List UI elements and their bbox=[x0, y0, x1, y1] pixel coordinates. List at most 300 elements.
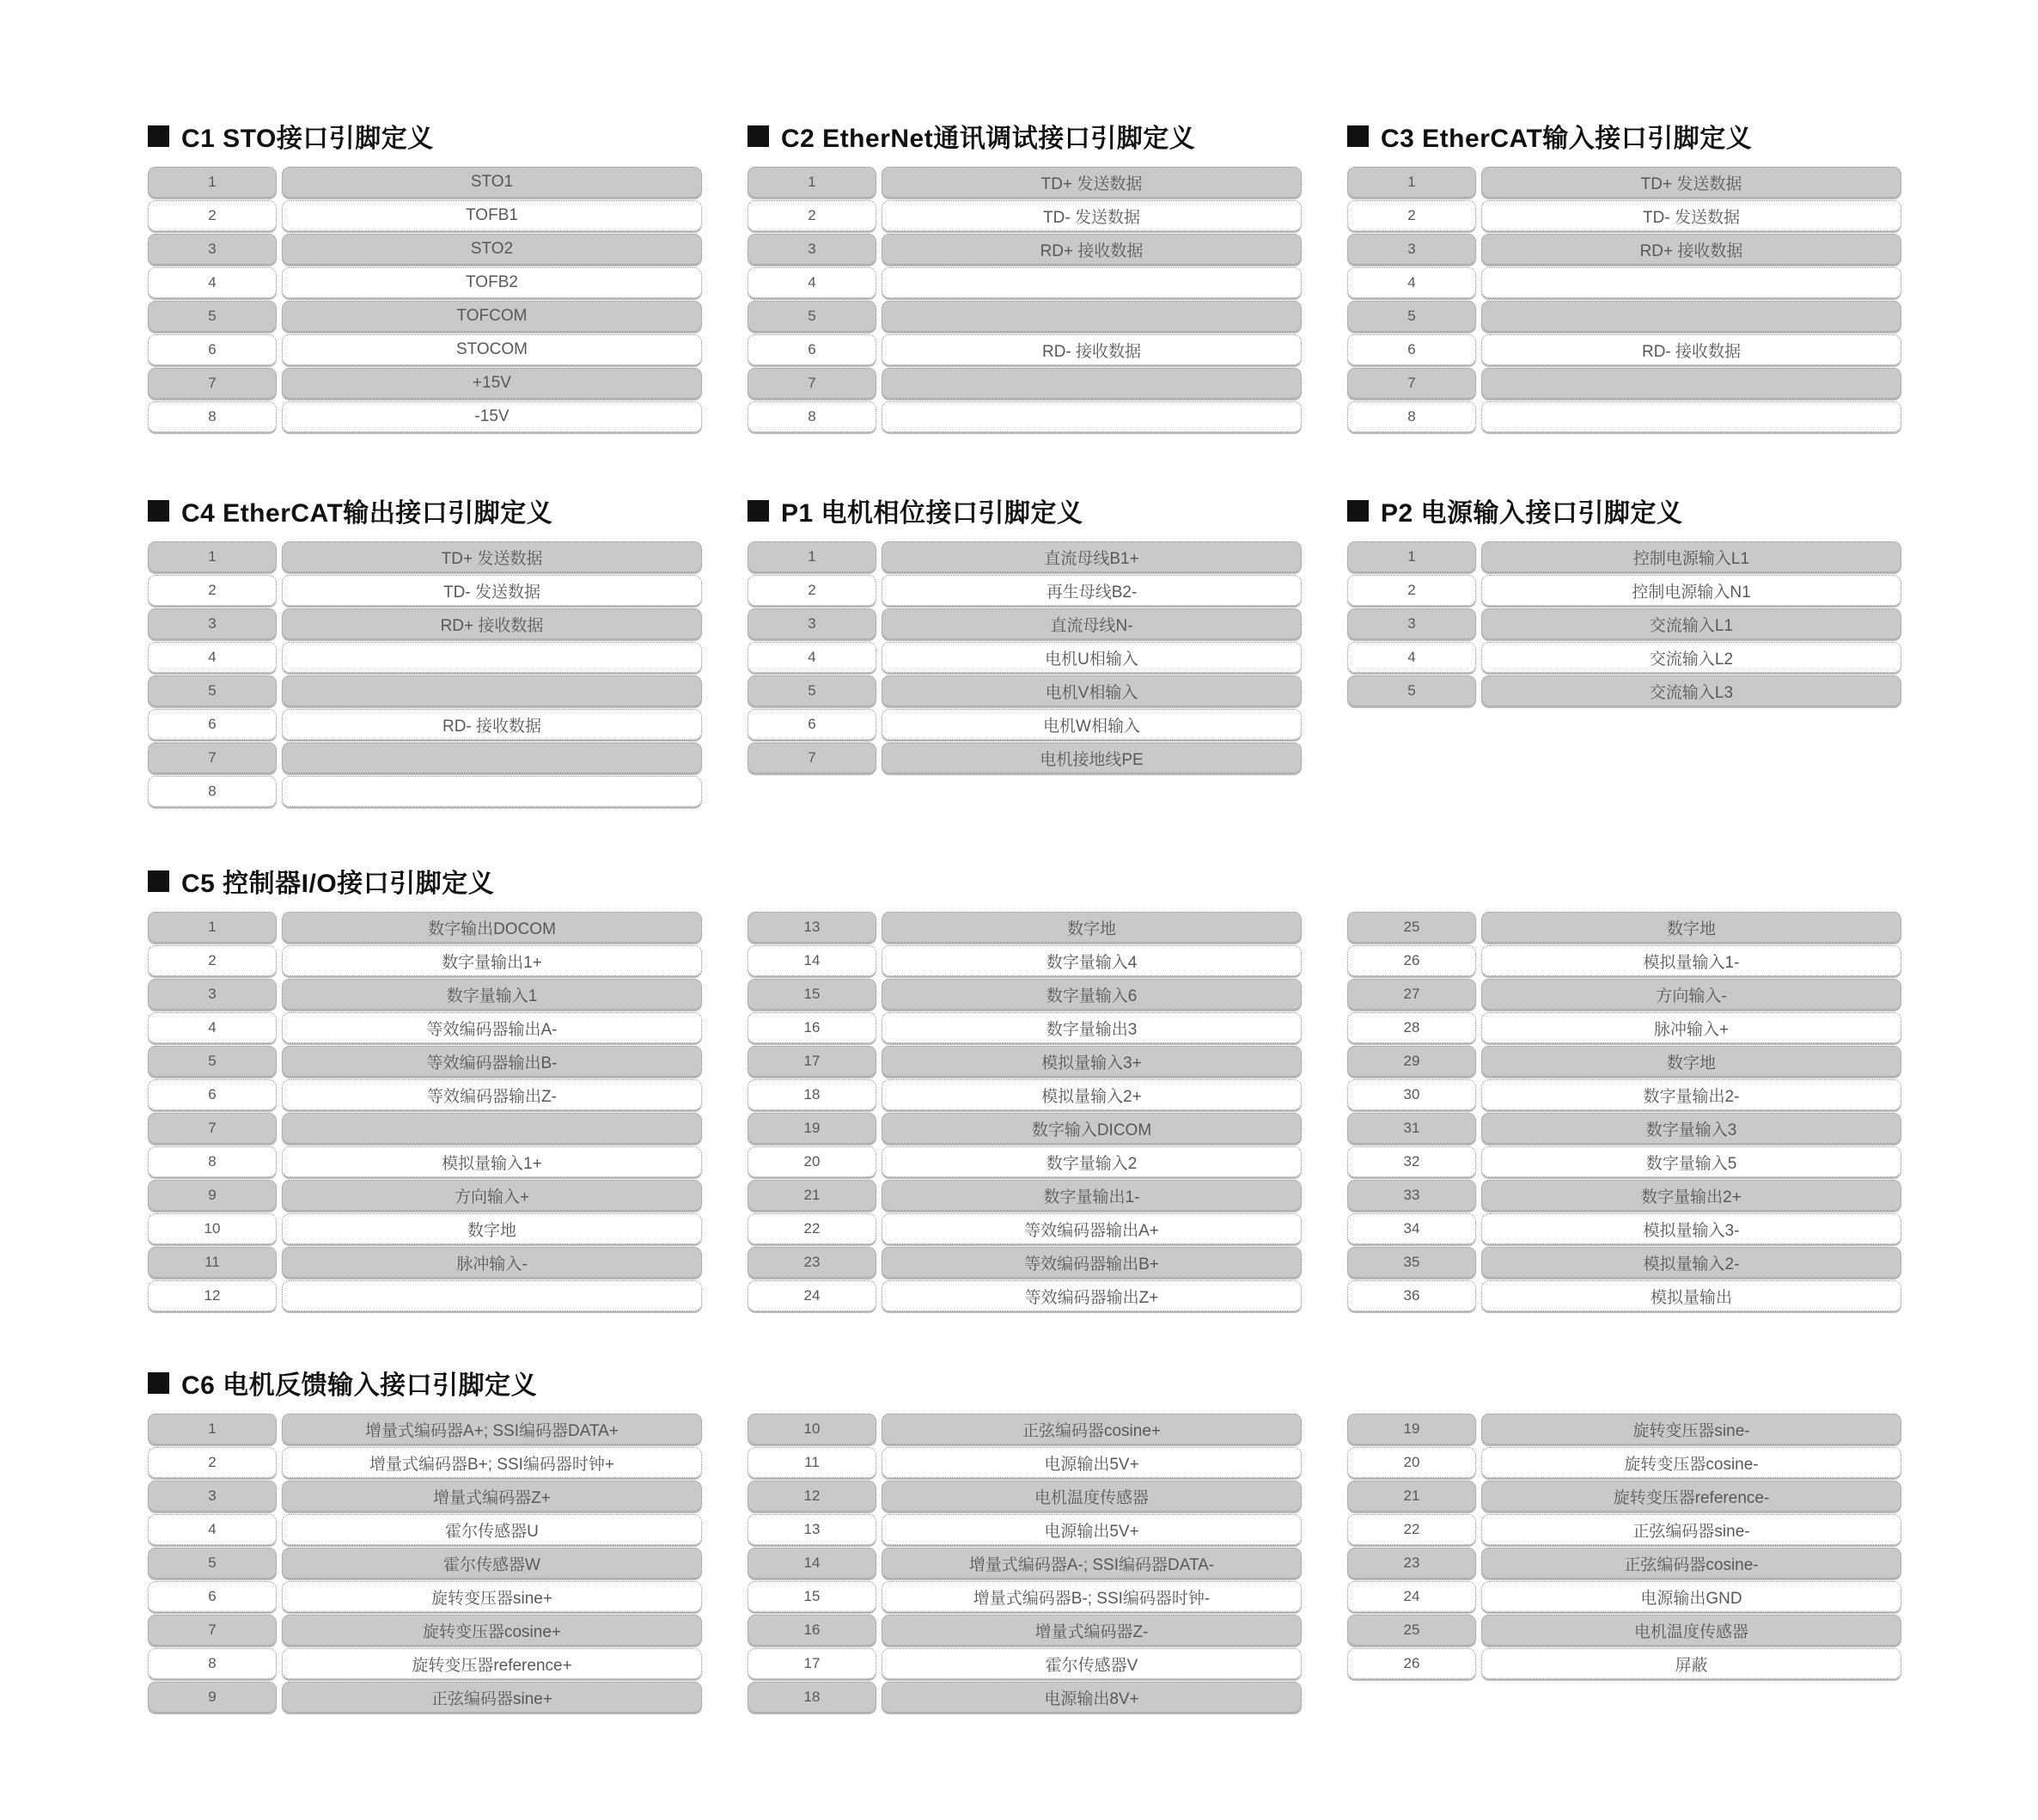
pin-row bbox=[747, 1113, 1302, 1144]
pin-number: 21 bbox=[1347, 1481, 1476, 1512]
section-marker-icon bbox=[1347, 500, 1369, 522]
pin-number: 15 bbox=[747, 979, 876, 1010]
pin-number: 20 bbox=[747, 1146, 876, 1177]
pin-definition: 模拟量输入1- bbox=[1481, 945, 1901, 976]
pin-number: 17 bbox=[747, 1648, 876, 1679]
section-c5-tables bbox=[148, 912, 2012, 1314]
pin-number: 3 bbox=[148, 234, 277, 265]
section-c3 bbox=[1347, 120, 1901, 435]
pin-row bbox=[148, 1514, 702, 1545]
pin-row bbox=[747, 1682, 1302, 1713]
pin-definition: 正弦编码器sine+ bbox=[282, 1682, 702, 1713]
pin-table-c3 bbox=[1347, 167, 1901, 432]
pin-number: 8 bbox=[1347, 401, 1476, 432]
pin-row bbox=[148, 368, 702, 399]
pin-definition bbox=[282, 1280, 702, 1311]
pin-number: 11 bbox=[747, 1447, 876, 1478]
pin-row bbox=[148, 979, 702, 1010]
pin-number: 3 bbox=[747, 234, 876, 265]
pin-row bbox=[747, 1046, 1302, 1077]
pin-row bbox=[747, 301, 1302, 332]
pin-definition: 等效编码器输出Z+ bbox=[882, 1280, 1302, 1311]
pin-row bbox=[747, 541, 1302, 572]
pin-definition bbox=[282, 742, 702, 773]
pin-row bbox=[148, 1079, 702, 1110]
pin-row bbox=[747, 912, 1302, 943]
pin-definition: 脉冲输入- bbox=[282, 1247, 702, 1278]
pin-row bbox=[747, 1247, 1302, 1278]
pin-number: 25 bbox=[1347, 912, 1476, 943]
pin-definition: TD+ 发送数据 bbox=[882, 167, 1302, 198]
pin-definition bbox=[882, 267, 1302, 298]
section-marker-icon bbox=[747, 125, 769, 147]
pin-table-c5-1 bbox=[148, 912, 702, 1314]
section-row-2 bbox=[148, 495, 2012, 809]
pin-definition: 模拟量输入1+ bbox=[282, 1146, 702, 1177]
pin-definition bbox=[282, 642, 702, 673]
pin-definition bbox=[1481, 301, 1901, 332]
pin-definition: TD- 发送数据 bbox=[282, 575, 702, 606]
pin-definition: TOFB1 bbox=[282, 200, 702, 231]
pin-row bbox=[1347, 1514, 1901, 1545]
pin-row bbox=[747, 1079, 1302, 1110]
pin-number: 21 bbox=[747, 1180, 876, 1211]
pin-definition: TD+ 发送数据 bbox=[1481, 167, 1901, 198]
pin-definition: 电机温度传感器 bbox=[882, 1481, 1302, 1512]
pin-number: 10 bbox=[747, 1414, 876, 1444]
pin-definition: 增量式编码器Z+ bbox=[282, 1481, 702, 1512]
pin-number: 7 bbox=[148, 368, 277, 399]
pin-definition: TD- 发送数据 bbox=[1481, 200, 1901, 231]
pin-definition: 控制电源输入L1 bbox=[1481, 541, 1901, 572]
pin-definition: 霍尔传感器U bbox=[282, 1514, 702, 1545]
pin-row bbox=[1347, 575, 1901, 606]
pin-row bbox=[148, 776, 702, 807]
pin-row bbox=[148, 301, 702, 332]
pin-row bbox=[148, 1581, 702, 1612]
section-c2 bbox=[747, 120, 1302, 435]
pin-row bbox=[148, 575, 702, 606]
pin-number: 26 bbox=[1347, 1648, 1476, 1679]
pin-definition: 等效编码器输出B- bbox=[282, 1046, 702, 1077]
pin-row bbox=[747, 401, 1302, 432]
pin-number: 18 bbox=[747, 1079, 876, 1110]
pin-row bbox=[1347, 167, 1901, 198]
pin-row bbox=[747, 608, 1302, 639]
pin-number: 2 bbox=[747, 575, 876, 606]
pin-row bbox=[148, 541, 702, 572]
pin-number: 6 bbox=[148, 1079, 277, 1110]
pin-definition: 脉冲输入+ bbox=[1481, 1012, 1901, 1043]
pin-number: 19 bbox=[747, 1113, 876, 1144]
pin-row bbox=[148, 1447, 702, 1478]
pin-definition: 数字地 bbox=[282, 1213, 702, 1244]
pin-row bbox=[148, 945, 702, 976]
pin-definition bbox=[882, 301, 1302, 332]
pin-definition: 霍尔传感器V bbox=[882, 1648, 1302, 1679]
pin-number: 6 bbox=[747, 709, 876, 740]
pin-number: 25 bbox=[1347, 1615, 1476, 1646]
pin-row bbox=[1347, 1113, 1901, 1144]
pin-number: 13 bbox=[747, 1514, 876, 1545]
pin-definition: 增量式编码器B-; SSI编码器时钟- bbox=[882, 1581, 1302, 1612]
pin-definition: RD- 接收数据 bbox=[882, 334, 1302, 365]
pin-row bbox=[148, 1146, 702, 1177]
pin-number: 4 bbox=[747, 267, 876, 298]
pin-definition: TOFB2 bbox=[282, 267, 702, 298]
pin-number: 8 bbox=[148, 1648, 277, 1679]
pin-number: 10 bbox=[148, 1213, 277, 1244]
pin-number: 32 bbox=[1347, 1146, 1476, 1177]
pin-definition: 数字量输出1+ bbox=[282, 945, 702, 976]
pin-definition: 等效编码器输出B+ bbox=[882, 1247, 1302, 1278]
section-title-text: C6 电机反馈输入接口引脚定义 bbox=[181, 1371, 538, 1400]
pin-row bbox=[148, 334, 702, 365]
pin-row bbox=[747, 575, 1302, 606]
pin-row bbox=[747, 167, 1302, 198]
pin-number: 1 bbox=[148, 1414, 277, 1444]
pin-number: 2 bbox=[148, 945, 277, 976]
pin-row bbox=[148, 1247, 702, 1278]
pin-row bbox=[747, 1414, 1302, 1444]
pin-row bbox=[1347, 1481, 1901, 1512]
pin-row bbox=[148, 709, 702, 740]
pin-table-c6-2 bbox=[747, 1414, 1302, 1715]
pin-number: 12 bbox=[148, 1280, 277, 1311]
section-title-c1 bbox=[148, 120, 702, 151]
pin-row bbox=[747, 1447, 1302, 1478]
pin-row bbox=[747, 1481, 1302, 1512]
pin-number: 7 bbox=[148, 1615, 277, 1646]
pin-number: 6 bbox=[148, 1581, 277, 1612]
pin-row bbox=[747, 1648, 1302, 1679]
section-title-c2 bbox=[747, 120, 1302, 151]
pin-row bbox=[1347, 1146, 1901, 1177]
pin-definition: 电机V相输入 bbox=[882, 675, 1302, 706]
pin-definition: 数字量输入2 bbox=[882, 1146, 1302, 1177]
pin-number: 4 bbox=[148, 267, 277, 298]
pin-definition: 直流母线B1+ bbox=[882, 541, 1302, 572]
pin-number: 3 bbox=[148, 1481, 277, 1512]
pin-number: 5 bbox=[148, 1548, 277, 1579]
pin-row bbox=[148, 1414, 702, 1444]
pin-definition: TD+ 发送数据 bbox=[282, 541, 702, 572]
pin-number: 23 bbox=[747, 1247, 876, 1278]
pin-number: 1 bbox=[148, 912, 277, 943]
pin-number: 6 bbox=[148, 334, 277, 365]
section-p2 bbox=[1347, 495, 1901, 709]
pin-row bbox=[148, 675, 702, 706]
pin-table-p2 bbox=[1347, 541, 1901, 706]
pin-number: 7 bbox=[747, 368, 876, 399]
pin-number: 11 bbox=[148, 1247, 277, 1278]
pin-row bbox=[747, 1615, 1302, 1646]
pin-definition: 电源输出5V+ bbox=[882, 1447, 1302, 1478]
section-title-text: C1 STO接口引脚定义 bbox=[181, 125, 434, 153]
pin-definition: 旋转变压器sine+ bbox=[282, 1581, 702, 1612]
pin-definition: 等效编码器输出A- bbox=[282, 1012, 702, 1043]
pin-number: 7 bbox=[1347, 368, 1476, 399]
pin-row bbox=[747, 334, 1302, 365]
pin-table-c1 bbox=[148, 167, 702, 432]
pin-definition: STO1 bbox=[282, 167, 702, 198]
pin-definition: 数字地 bbox=[882, 912, 1302, 943]
pin-table-c6-1 bbox=[148, 1414, 702, 1715]
pin-number: 35 bbox=[1347, 1247, 1476, 1278]
pin-row bbox=[148, 1180, 702, 1211]
pin-row bbox=[148, 1648, 702, 1679]
pin-row bbox=[1347, 1581, 1901, 1612]
section-title-c4 bbox=[148, 495, 702, 526]
section-title-p2 bbox=[1347, 495, 1901, 526]
pin-row bbox=[1347, 1012, 1901, 1043]
pin-row bbox=[747, 368, 1302, 399]
pin-row bbox=[148, 401, 702, 432]
pin-row bbox=[1347, 267, 1901, 298]
pin-number: 3 bbox=[148, 608, 277, 639]
pin-definition: 模拟量输入3- bbox=[1481, 1213, 1901, 1244]
pin-number: 31 bbox=[1347, 1113, 1476, 1144]
pin-definition: 电机温度传感器 bbox=[1481, 1615, 1901, 1646]
pin-row bbox=[148, 267, 702, 298]
pin-number: 36 bbox=[1347, 1280, 1476, 1311]
pin-row bbox=[747, 742, 1302, 773]
pin-row bbox=[1347, 1280, 1901, 1311]
pin-number: 9 bbox=[148, 1682, 277, 1713]
pin-number: 5 bbox=[148, 675, 277, 706]
pin-row bbox=[1347, 1548, 1901, 1579]
section-c5 bbox=[148, 865, 2012, 1314]
pin-definition: STO2 bbox=[282, 234, 702, 265]
pin-definition: 数字量输入3 bbox=[1481, 1113, 1901, 1144]
pin-row bbox=[747, 979, 1302, 1010]
pin-definition: 增量式编码器A-; SSI编码器DATA- bbox=[882, 1548, 1302, 1579]
pin-number: 2 bbox=[148, 575, 277, 606]
pin-number: 4 bbox=[1347, 267, 1476, 298]
pin-number: 3 bbox=[1347, 234, 1476, 265]
pin-definition: 数字地 bbox=[1481, 912, 1901, 943]
pin-row bbox=[1347, 979, 1901, 1010]
pin-definition: 电源输出8V+ bbox=[882, 1682, 1302, 1713]
pin-row bbox=[747, 1280, 1302, 1311]
pin-number: 2 bbox=[148, 200, 277, 231]
section-title-text: C5 控制器I/O接口引脚定义 bbox=[181, 870, 495, 898]
pin-row bbox=[747, 200, 1302, 231]
pin-row bbox=[148, 742, 702, 773]
pin-definition: 电机接地线PE bbox=[882, 742, 1302, 773]
pin-row bbox=[148, 1280, 702, 1311]
pin-number: 4 bbox=[148, 1012, 277, 1043]
pin-row bbox=[1347, 1615, 1901, 1646]
pin-definition bbox=[282, 675, 702, 706]
pin-row bbox=[1347, 608, 1901, 639]
pin-row bbox=[747, 1514, 1302, 1545]
pin-definition: 旋转变压器reference+ bbox=[282, 1648, 702, 1679]
pin-number: 1 bbox=[1347, 167, 1476, 198]
pin-row bbox=[1347, 368, 1901, 399]
pin-number: 29 bbox=[1347, 1046, 1476, 1077]
pin-number: 2 bbox=[1347, 575, 1476, 606]
pin-definition: 再生母线B2- bbox=[882, 575, 1302, 606]
pin-definition: 旋转变压器sine- bbox=[1481, 1414, 1901, 1444]
pin-row bbox=[1347, 1648, 1901, 1679]
pin-row bbox=[1347, 675, 1901, 706]
section-c1 bbox=[148, 120, 702, 435]
pin-definition bbox=[282, 776, 702, 807]
pin-number: 4 bbox=[1347, 642, 1476, 673]
pin-definition bbox=[1481, 267, 1901, 298]
pin-number: 6 bbox=[148, 709, 277, 740]
pin-definition: 增量式编码器B+; SSI编码器时钟+ bbox=[282, 1447, 702, 1478]
pin-definition: TD- 发送数据 bbox=[882, 200, 1302, 231]
pin-row bbox=[1347, 1180, 1901, 1211]
pin-number: 5 bbox=[747, 301, 876, 332]
pin-row bbox=[747, 945, 1302, 976]
pin-number: 16 bbox=[747, 1615, 876, 1646]
pin-definition: 数字量输出2- bbox=[1481, 1079, 1901, 1110]
pin-row bbox=[148, 608, 702, 639]
pin-definition: 旋转变压器cosine+ bbox=[282, 1615, 702, 1646]
section-title-text: C3 EtherCAT输入接口引脚定义 bbox=[1381, 125, 1753, 153]
section-title-c5 bbox=[148, 865, 2012, 896]
pin-number: 3 bbox=[1347, 608, 1476, 639]
pin-definition: 交流输入L2 bbox=[1481, 642, 1901, 673]
pin-row bbox=[747, 675, 1302, 706]
section-title-text: C4 EtherCAT输出接口引脚定义 bbox=[181, 499, 553, 528]
pin-definition: 数字输入DICOM bbox=[882, 1113, 1302, 1144]
pin-number: 1 bbox=[148, 541, 277, 572]
pin-definition: 霍尔传感器W bbox=[282, 1548, 702, 1579]
pin-row bbox=[148, 1615, 702, 1646]
pin-number: 34 bbox=[1347, 1213, 1476, 1244]
pin-table-c5-2 bbox=[747, 912, 1302, 1314]
pin-row bbox=[1347, 301, 1901, 332]
pin-number: 8 bbox=[148, 401, 277, 432]
pin-definition: RD+ 接收数据 bbox=[1481, 234, 1901, 265]
pin-row bbox=[148, 200, 702, 231]
pin-number: 8 bbox=[148, 776, 277, 807]
pin-row bbox=[148, 1113, 702, 1144]
section-marker-icon bbox=[148, 125, 169, 147]
section-marker-icon bbox=[148, 500, 169, 522]
pin-definition: RD+ 接收数据 bbox=[282, 608, 702, 639]
pin-number: 7 bbox=[148, 742, 277, 773]
pin-definition: 数字量输入5 bbox=[1481, 1146, 1901, 1177]
pin-definition: 电机U相输入 bbox=[882, 642, 1302, 673]
pin-number: 2 bbox=[747, 200, 876, 231]
pin-number: 18 bbox=[747, 1682, 876, 1713]
pin-number: 2 bbox=[148, 1447, 277, 1478]
pin-number: 16 bbox=[747, 1012, 876, 1043]
pin-row bbox=[747, 1146, 1302, 1177]
pin-definition: 方向输入- bbox=[1481, 979, 1901, 1010]
pin-number: 1 bbox=[148, 167, 277, 198]
pin-number: 30 bbox=[1347, 1079, 1476, 1110]
pin-row bbox=[1347, 401, 1901, 432]
pin-row bbox=[148, 234, 702, 265]
pin-number: 6 bbox=[1347, 334, 1476, 365]
pin-definition: RD- 接收数据 bbox=[1481, 334, 1901, 365]
section-title-c3 bbox=[1347, 120, 1901, 151]
pin-definition: 直流母线N- bbox=[882, 608, 1302, 639]
pin-definition bbox=[1481, 401, 1901, 432]
section-marker-icon bbox=[148, 870, 169, 892]
pin-number: 8 bbox=[148, 1146, 277, 1177]
pin-number: 3 bbox=[747, 608, 876, 639]
pin-row bbox=[148, 642, 702, 673]
pin-definition: 模拟量输出 bbox=[1481, 1280, 1901, 1311]
pin-number: 4 bbox=[148, 1514, 277, 1545]
pin-table-c5-3 bbox=[1347, 912, 1901, 1314]
pin-number: 27 bbox=[1347, 979, 1476, 1010]
pin-definition: 正弦编码器cosine+ bbox=[882, 1414, 1302, 1444]
pin-number: 7 bbox=[148, 1113, 277, 1144]
pin-number: 24 bbox=[747, 1280, 876, 1311]
pin-row bbox=[1347, 642, 1901, 673]
pin-row bbox=[148, 1213, 702, 1244]
pin-row bbox=[1347, 1079, 1901, 1110]
pin-number: 5 bbox=[747, 675, 876, 706]
section-title-p1 bbox=[747, 495, 1302, 526]
pin-row bbox=[148, 1481, 702, 1512]
section-row-1 bbox=[148, 120, 2012, 435]
pin-row bbox=[747, 1548, 1302, 1579]
pin-definition: 模拟量输入2+ bbox=[882, 1079, 1302, 1110]
pin-row bbox=[1347, 234, 1901, 265]
pin-row bbox=[1347, 1046, 1901, 1077]
pin-row bbox=[1347, 912, 1901, 943]
section-p1 bbox=[747, 495, 1302, 776]
section-marker-icon bbox=[747, 500, 769, 522]
pin-definition bbox=[1481, 368, 1901, 399]
pin-definition: 模拟量输入3+ bbox=[882, 1046, 1302, 1077]
section-title-c6 bbox=[148, 1367, 2012, 1398]
pin-row bbox=[747, 267, 1302, 298]
pin-definition: 增量式编码器Z- bbox=[882, 1615, 1302, 1646]
section-c4 bbox=[148, 495, 702, 809]
pin-definition: 数字地 bbox=[1481, 1046, 1901, 1077]
section-title-text: C2 EtherNet通讯调试接口引脚定义 bbox=[781, 125, 1196, 153]
pin-row bbox=[148, 1012, 702, 1043]
pin-number: 20 bbox=[1347, 1447, 1476, 1478]
pin-definition: +15V bbox=[282, 368, 702, 399]
pin-row bbox=[148, 167, 702, 198]
pin-table-c6-3 bbox=[1347, 1414, 1901, 1682]
pin-definition: 数字量输出2+ bbox=[1481, 1180, 1901, 1211]
pin-definition: 数字输出DOCOM bbox=[282, 912, 702, 943]
pin-definition: 等效编码器输出A+ bbox=[882, 1213, 1302, 1244]
pin-table-c2 bbox=[747, 167, 1302, 432]
pin-number: 1 bbox=[747, 541, 876, 572]
pin-definition: 交流输入L1 bbox=[1481, 608, 1901, 639]
pin-definition: 交流输入L3 bbox=[1481, 675, 1901, 706]
pin-definition bbox=[882, 368, 1302, 399]
pin-number: 3 bbox=[148, 979, 277, 1010]
pin-definition: 数字量输出1- bbox=[882, 1180, 1302, 1211]
pin-number: 24 bbox=[1347, 1581, 1476, 1612]
pin-definition bbox=[282, 1113, 702, 1144]
section-title-text: P1 电机相位接口引脚定义 bbox=[781, 499, 1083, 528]
pin-definition: RD- 接收数据 bbox=[282, 709, 702, 740]
pin-definition: 数字量输入6 bbox=[882, 979, 1302, 1010]
pin-number: 12 bbox=[747, 1481, 876, 1512]
pin-row bbox=[1347, 200, 1901, 231]
pin-definition: STOCOM bbox=[282, 334, 702, 365]
pin-number: 23 bbox=[1347, 1548, 1476, 1579]
pin-table-p1 bbox=[747, 541, 1302, 773]
pin-number: 4 bbox=[747, 642, 876, 673]
pin-number: 14 bbox=[747, 945, 876, 976]
